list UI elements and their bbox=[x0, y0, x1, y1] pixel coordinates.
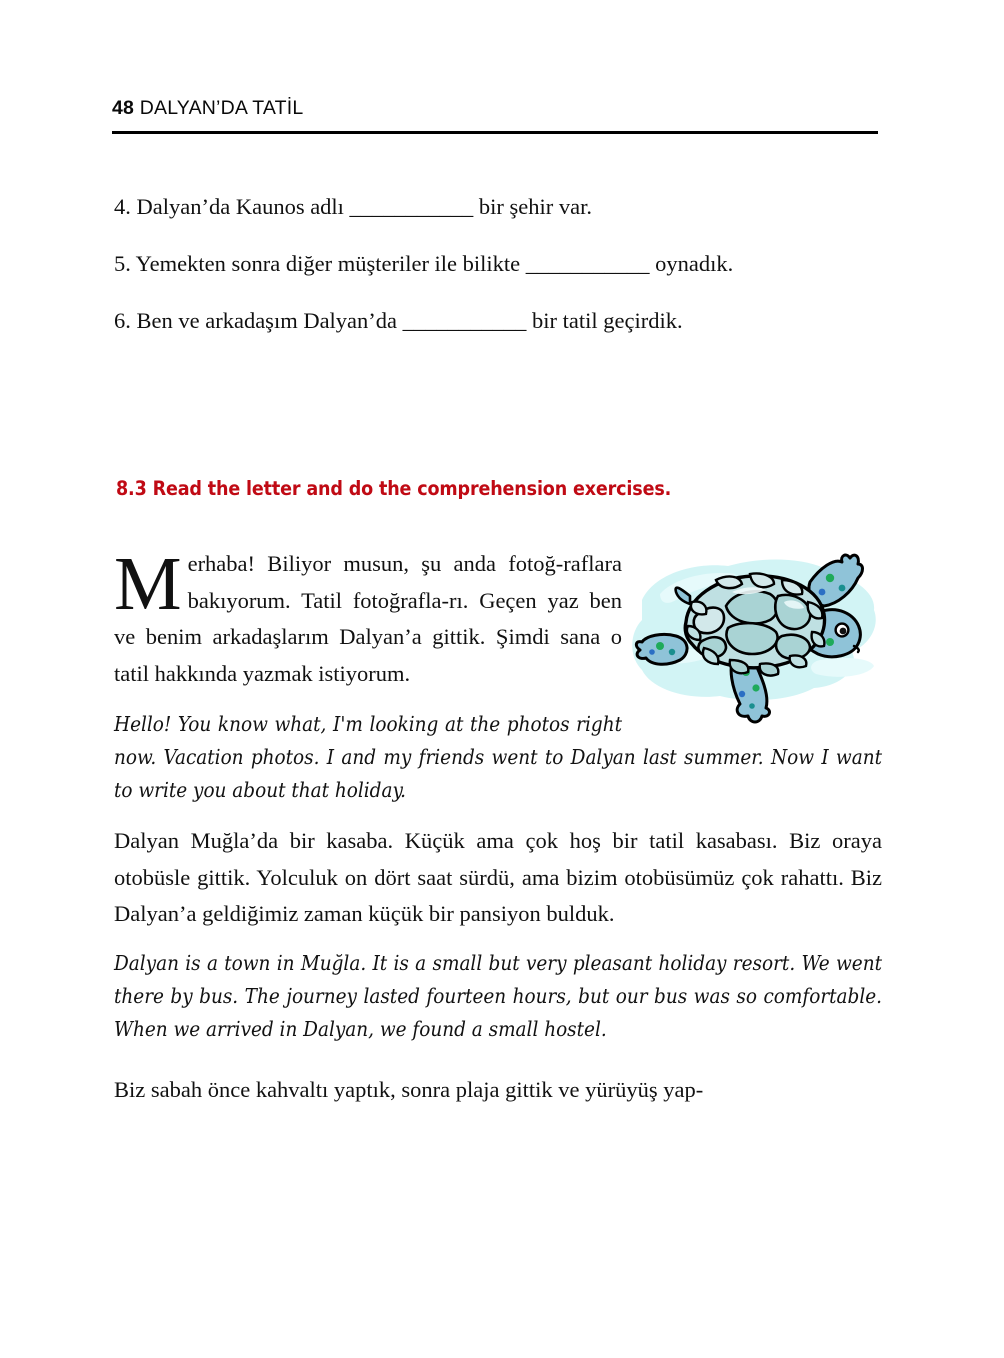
exercise-item-6: 6. Ben ve arkadaşım Dalyan’da ___________ bir tatil geçirdik. bbox=[114, 308, 683, 333]
turtle-left-flipper bbox=[636, 634, 687, 664]
letter-body bbox=[114, 542, 882, 1108]
letter-paragraph-english-1: Hello! You know what, I'm looking at the photos right now. Vacation photos. I and my friends went to Dalyan last summer. Now I want to write you about that holiday. bbox=[114, 712, 882, 802]
letter-paragraph-turkish-2: Dalyan Muğla’da bir kasaba. Küçük ama çok hoş bir tatil kasabası. Biz oraya otobüsle gittik. Yolculuk on dört saat sürdü, ama bizim otobüsümüz çok rahattı. Biz Dalyan’a geldiğimiz zaman küçük bir pansiyon bulduk. bbox=[114, 828, 882, 926]
exercise-item-5: 5. Yemekten sonra diğer müşteriler ile bilikte ___________ oynadık. bbox=[114, 251, 734, 276]
exercise-item-4: 4. Dalyan’da Kaunos adlı ___________ bir şehir var. bbox=[114, 194, 593, 219]
section-heading: 8.3 Read the letter and do the comprehension exercises. bbox=[116, 477, 672, 500]
letter-paragraph-turkish-3: Biz sabah önce kahvaltı yaptık, sonra plaja gittik ve yürüyüş yap- bbox=[114, 1076, 704, 1102]
page-number: 48 bbox=[112, 97, 135, 119]
letter-paragraph-turkish-1: Merhaba! Biliyor musun, şu anda fotoğ-raflara bakıyorum. Tatil fotoğrafla-rı. Geçen yaz ben ve benim arkadaşlarım Dalyan’a gittik. Şimdi sana o tatil hakkında yazmak istiyorum. bbox=[114, 542, 622, 686]
paragraph-spacer bbox=[114, 1062, 882, 1072]
running-header bbox=[112, 96, 880, 120]
letter-paragraph-english-2: Dalyan is a town in Muğla. It is a small but very pleasant holiday resort. We went there by bus. The journey lasted fourteen hours, but our bus was so comfortable. When we arrived in Dalyan, we found a small hostel. bbox=[114, 950, 882, 1041]
page-title: DALYAN’DA TATİL bbox=[139, 97, 304, 119]
sea-turtle-icon bbox=[624, 548, 882, 728]
running-header-text bbox=[112, 96, 880, 120]
header-rule bbox=[112, 131, 878, 134]
exercise-list bbox=[114, 192, 882, 336]
